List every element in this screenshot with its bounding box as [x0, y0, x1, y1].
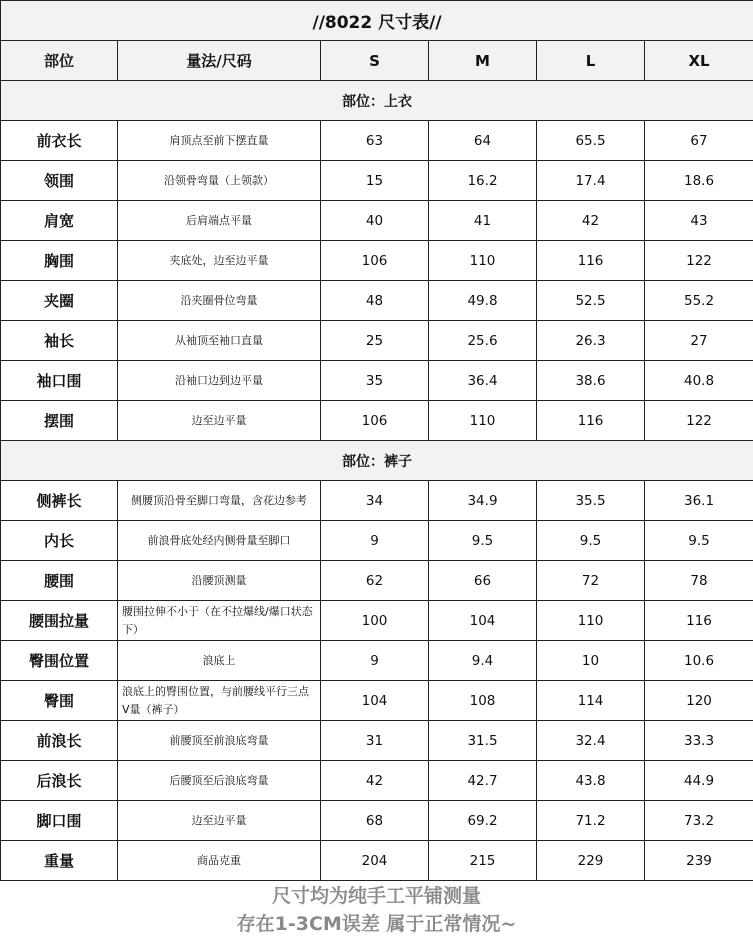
part-name: 袖口围 [1, 361, 118, 401]
size-value-l: 32.4 [537, 721, 645, 761]
size-value-l: 35.5 [537, 481, 645, 521]
part-name: 臀围 [1, 681, 118, 721]
measure-method: 沿夹圈骨位弯量 [118, 281, 321, 321]
table-row [1, 641, 753, 681]
size-value-xl: 122 [645, 241, 753, 281]
size-value-s: 25 [321, 321, 429, 361]
size-value-s: 42 [321, 761, 429, 801]
size-value-l: 17.4 [537, 161, 645, 201]
measure-method: 侧腰顶沿骨至脚口弯量，含花边参考 [118, 481, 321, 521]
size-value-m: 110 [429, 241, 537, 281]
size-value-l: 116 [537, 241, 645, 281]
size-value-xl: 55.2 [645, 281, 753, 321]
size-value-s: 31 [321, 721, 429, 761]
size-value-xl: 67 [645, 121, 753, 161]
measure-method: 腰围拉伸不小于（在不拉爆线/爆口状态下） [118, 601, 321, 641]
size-value-l: 116 [537, 401, 645, 441]
size-value-s: 63 [321, 121, 429, 161]
section-label: 部位：上衣 [1, 81, 753, 121]
part-name: 袖长 [1, 321, 118, 361]
size-value-xl: 10.6 [645, 641, 753, 681]
measure-method: 沿袖口边到边平量 [118, 361, 321, 401]
size-value-l: 26.3 [537, 321, 645, 361]
measure-method: 边至边平量 [118, 801, 321, 841]
header-size-xl: XL [645, 41, 753, 81]
footer-note [0, 882, 753, 942]
size-value-xl: 36.1 [645, 481, 753, 521]
size-value-m: 104 [429, 601, 537, 641]
size-value-xl: 33.3 [645, 721, 753, 761]
size-value-s: 15 [321, 161, 429, 201]
size-value-s: 106 [321, 401, 429, 441]
header-row [1, 41, 753, 81]
measure-method: 夹底处，边至边平量 [118, 241, 321, 281]
size-value-s: 48 [321, 281, 429, 321]
size-value-xl: 73.2 [645, 801, 753, 841]
size-value-m: 25.6 [429, 321, 537, 361]
size-value-l: 71.2 [537, 801, 645, 841]
measure-method: 沿领骨弯量（上领款） [118, 161, 321, 201]
measure-method: 商品克重 [118, 841, 321, 881]
size-value-s: 9 [321, 641, 429, 681]
part-name: 重量 [1, 841, 118, 881]
size-value-xl: 116 [645, 601, 753, 641]
table-row [1, 121, 753, 161]
size-value-m: 9.5 [429, 521, 537, 561]
table-row [1, 161, 753, 201]
table-row [1, 681, 753, 721]
size-value-xl: 239 [645, 841, 753, 881]
size-value-m: 110 [429, 401, 537, 441]
part-name: 后浪长 [1, 761, 118, 801]
size-value-s: 106 [321, 241, 429, 281]
measure-method: 前浪骨底处经内侧骨量至脚口 [118, 521, 321, 561]
size-value-xl: 120 [645, 681, 753, 721]
title-row [1, 1, 753, 41]
size-value-m: 108 [429, 681, 537, 721]
part-name: 夹圈 [1, 281, 118, 321]
part-name: 摆围 [1, 401, 118, 441]
size-value-m: 42.7 [429, 761, 537, 801]
part-name: 领围 [1, 161, 118, 201]
part-name: 前衣长 [1, 121, 118, 161]
table-row [1, 321, 753, 361]
header-size-l: L [537, 41, 645, 81]
size-value-m: 64 [429, 121, 537, 161]
size-value-l: 10 [537, 641, 645, 681]
part-name: 胸围 [1, 241, 118, 281]
size-value-s: 104 [321, 681, 429, 721]
size-value-s: 40 [321, 201, 429, 241]
size-value-xl: 78 [645, 561, 753, 601]
table-row [1, 721, 753, 761]
measure-method: 后肩端点平量 [118, 201, 321, 241]
footer-line-2: 存在1-3CM误差 属于正常情况~ [236, 913, 517, 935]
part-name: 侧裤长 [1, 481, 118, 521]
section-label: 部位：裤子 [1, 441, 753, 481]
part-name: 前浪长 [1, 721, 118, 761]
size-value-m: 215 [429, 841, 537, 881]
table-row [1, 801, 753, 841]
size-value-xl: 9.5 [645, 521, 753, 561]
section-row [1, 81, 753, 121]
size-value-l: 229 [537, 841, 645, 881]
header-size-m: M [429, 41, 537, 81]
part-name: 肩宽 [1, 201, 118, 241]
part-name: 腰围 [1, 561, 118, 601]
measure-method: 从袖顶至袖口直量 [118, 321, 321, 361]
size-value-xl: 43 [645, 201, 753, 241]
chart-title: //8022 尺寸表// [1, 1, 753, 41]
size-value-xl: 27 [645, 321, 753, 361]
size-value-xl: 44.9 [645, 761, 753, 801]
footer-line-1: 尺寸均为纯手工平铺测量 [271, 885, 481, 907]
measure-method: 边至边平量 [118, 401, 321, 441]
size-value-m: 16.2 [429, 161, 537, 201]
table-row [1, 761, 753, 801]
size-value-l: 9.5 [537, 521, 645, 561]
table-row [1, 521, 753, 561]
measure-method: 浪底上的臀围位置，与前腰线平行三点V量（裤子） [118, 681, 321, 721]
size-value-s: 68 [321, 801, 429, 841]
size-value-l: 65.5 [537, 121, 645, 161]
size-value-l: 72 [537, 561, 645, 601]
part-name: 臀围位置 [1, 641, 118, 681]
part-name: 脚口围 [1, 801, 118, 841]
size-value-l: 110 [537, 601, 645, 641]
measure-method: 后腰顶至后浪底弯量 [118, 761, 321, 801]
size-value-m: 31.5 [429, 721, 537, 761]
table-row [1, 201, 753, 241]
size-value-s: 204 [321, 841, 429, 881]
section-row [1, 441, 753, 481]
size-value-xl: 18.6 [645, 161, 753, 201]
header-method: 量法/尺码 [118, 41, 321, 81]
size-value-s: 62 [321, 561, 429, 601]
size-value-m: 34.9 [429, 481, 537, 521]
size-value-m: 41 [429, 201, 537, 241]
table-row [1, 361, 753, 401]
table-row [1, 561, 753, 601]
size-value-xl: 122 [645, 401, 753, 441]
size-value-l: 52.5 [537, 281, 645, 321]
part-name: 腰围拉量 [1, 601, 118, 641]
size-value-s: 35 [321, 361, 429, 401]
size-value-s: 100 [321, 601, 429, 641]
size-value-m: 36.4 [429, 361, 537, 401]
measure-method: 前腰顶至前浪底弯量 [118, 721, 321, 761]
size-value-l: 42 [537, 201, 645, 241]
header-part: 部位 [1, 41, 118, 81]
size-value-s: 34 [321, 481, 429, 521]
header-size-s: S [321, 41, 429, 81]
table-row [1, 841, 753, 881]
table-row [1, 241, 753, 281]
size-value-m: 9.4 [429, 641, 537, 681]
size-value-m: 66 [429, 561, 537, 601]
size-value-s: 9 [321, 521, 429, 561]
table-row [1, 601, 753, 641]
part-name: 内长 [1, 521, 118, 561]
size-value-l: 38.6 [537, 361, 645, 401]
table-row [1, 401, 753, 441]
size-value-m: 49.8 [429, 281, 537, 321]
size-value-l: 114 [537, 681, 645, 721]
size-value-m: 69.2 [429, 801, 537, 841]
size-value-xl: 40.8 [645, 361, 753, 401]
size-value-l: 43.8 [537, 761, 645, 801]
table-row [1, 481, 753, 521]
measure-method: 浪底上 [118, 641, 321, 681]
measure-method: 肩顶点至前下摆直量 [118, 121, 321, 161]
table-row [1, 281, 753, 321]
measure-method: 沿腰顶测量 [118, 561, 321, 601]
